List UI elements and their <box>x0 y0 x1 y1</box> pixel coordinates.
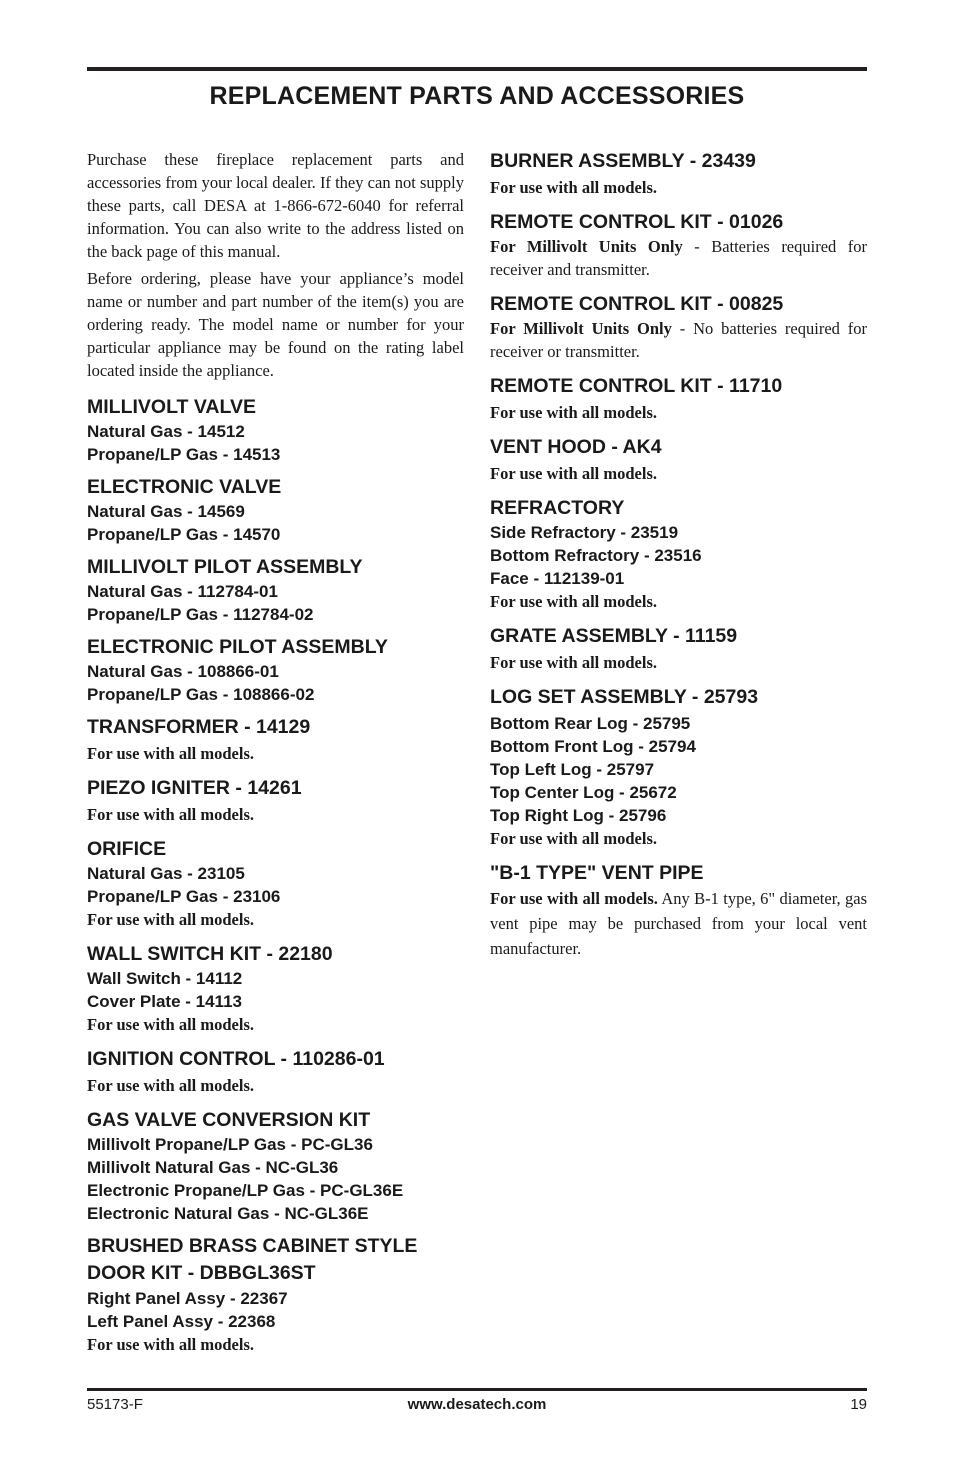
part-note: For use with all models. <box>490 653 657 672</box>
part-note: For use with all models. <box>87 1335 254 1354</box>
section-heading: ORIFICE <box>87 838 167 860</box>
section-heading: BRUSHED BRASS CABINET STYLE <box>87 1235 418 1257</box>
part-item: Propane/LP Gas - 108866-02 <box>87 685 315 704</box>
part-note <box>490 886 867 961</box>
part-item: Propane/LP Gas - 14513 <box>87 445 281 464</box>
part-note: For use with all models. <box>490 829 657 848</box>
part-item: Propane/LP Gas - 23106 <box>87 887 281 906</box>
note-text: - Batteries required for receiver and transmitter. <box>490 237 868 279</box>
part-section-grate-assembly <box>490 623 867 674</box>
part-item: Bottom Rear Log - 25795 <box>490 714 691 733</box>
section-heading: REMOTE CONTROL KIT - 01026 <box>490 211 784 233</box>
part-section-gas-valve-conversion <box>87 1107 464 1225</box>
note-text: Any B-1 type, 6" diameter, gas vent pipe may be purchased from your local vent manufacturer. <box>490 889 868 958</box>
part-section-transformer <box>87 714 464 765</box>
part-note: For use with all models. <box>87 1076 254 1095</box>
part-section-wall-switch <box>87 941 464 1036</box>
part-item: Millivolt Natural Gas - NC-GL36 <box>87 1158 339 1177</box>
part-item: Side Refractory - 23519 <box>490 523 679 542</box>
note-emphasis: For Millivolt Units Only <box>490 319 672 338</box>
document-number: 55173-F <box>87 1396 143 1413</box>
section-heading: "B-1 TYPE" VENT PIPE <box>490 862 704 884</box>
page-number: 19 <box>850 1396 867 1413</box>
part-note: For use with all models. <box>87 805 254 824</box>
part-section-piezo-igniter <box>87 775 464 826</box>
part-section-remote-01026 <box>490 209 867 281</box>
part-item: Electronic Natural Gas - NC-GL36E <box>87 1204 369 1223</box>
section-heading-continued: DOOR KIT - DBBGL36ST <box>87 1262 316 1284</box>
top-rule <box>87 67 867 71</box>
part-item: Natural Gas - 23105 <box>87 864 245 883</box>
section-heading: GAS VALVE CONVERSION KIT <box>87 1109 371 1131</box>
intro-paragraph-2: Before ordering, please have your appliance’s model name or number and part number of the item(s) you are ordering ready. The model name or number for your particular appliance may be found on the rating label located inside the appliance. <box>87 269 464 380</box>
left-column <box>87 148 464 1356</box>
part-section-electronic-pilot <box>87 634 464 706</box>
part-note <box>490 317 867 363</box>
section-heading: IGNITION CONTROL - 110286-01 <box>87 1048 385 1070</box>
part-section-orifice <box>87 836 464 931</box>
section-heading: REMOTE CONTROL KIT - 11710 <box>490 375 783 397</box>
part-item: Natural Gas - 108866-01 <box>87 662 279 681</box>
right-column <box>490 148 867 961</box>
part-section-remote-00825 <box>490 291 867 363</box>
part-section-millivolt-pilot <box>87 554 464 626</box>
part-section-burner-assembly <box>490 148 867 199</box>
part-note: For use with all models. <box>87 910 254 929</box>
bottom-rule <box>87 1388 867 1391</box>
section-heading: TRANSFORMER - 14129 <box>87 716 311 738</box>
part-item: Electronic Propane/LP Gas - PC-GL36E <box>87 1181 404 1200</box>
part-note: For use with all models. <box>87 1015 254 1034</box>
part-note: For use with all models. <box>87 744 254 763</box>
part-section-remote-11710 <box>490 373 867 424</box>
part-item: Top Right Log - 25796 <box>490 806 667 825</box>
note-emphasis: For use with all models. <box>490 889 658 908</box>
part-section-vent-hood <box>490 434 867 485</box>
note-text: - No batteries required for receiver or transmitter. <box>490 319 867 361</box>
part-item: Bottom Front Log - 25794 <box>490 737 696 756</box>
part-item: Natural Gas - 14512 <box>87 422 245 441</box>
section-heading: LOG SET ASSEMBLY - 25793 <box>490 686 759 708</box>
part-section-electronic-valve <box>87 474 464 546</box>
part-item: Top Left Log - 25797 <box>490 760 655 779</box>
part-section-door-kit <box>87 1233 464 1356</box>
part-section-vent-pipe <box>490 860 867 961</box>
part-note <box>490 235 867 281</box>
part-item: Bottom Refractory - 23516 <box>490 546 702 565</box>
part-section-log-set <box>490 684 867 850</box>
part-note: For use with all models. <box>490 178 657 197</box>
section-heading: PIEZO IGNITER - 14261 <box>87 777 302 799</box>
part-note: For use with all models. <box>490 464 657 483</box>
part-item: Wall Switch - 14112 <box>87 969 243 988</box>
section-heading: MILLIVOLT VALVE <box>87 396 256 418</box>
part-section-refractory <box>490 495 867 613</box>
section-heading: BURNER ASSEMBLY - 23439 <box>490 150 756 172</box>
note-emphasis: For Millivolt Units Only <box>490 237 683 256</box>
website-link[interactable]: www.desatech.com <box>407 1396 547 1413</box>
section-heading: REMOTE CONTROL KIT - 00825 <box>490 293 784 315</box>
part-item: Left Panel Assy - 22368 <box>87 1312 276 1331</box>
part-item: Millivolt Propane/LP Gas - PC-GL36 <box>87 1135 373 1154</box>
section-heading: ELECTRONIC PILOT ASSEMBLY <box>87 636 388 658</box>
part-item: Natural Gas - 14569 <box>87 502 245 521</box>
part-item: Face - 112139-01 <box>490 569 625 588</box>
part-item: Cover Plate - 14113 <box>87 992 242 1011</box>
section-heading: GRATE ASSEMBLY - 11159 <box>490 625 738 647</box>
part-item: Natural Gas - 112784-01 <box>87 582 278 601</box>
part-item: Propane/LP Gas - 14570 <box>87 525 281 544</box>
part-item: Right Panel Assy - 22367 <box>87 1289 288 1308</box>
section-heading: REFRACTORY <box>490 497 625 519</box>
page-title: REPLACEMENT PARTS AND ACCESSORIES <box>209 82 745 110</box>
part-section-ignition-control <box>87 1046 464 1097</box>
part-note: For use with all models. <box>490 592 657 611</box>
section-heading: MILLIVOLT PILOT ASSEMBLY <box>87 556 363 578</box>
intro-paragraph-1: Purchase these fireplace replacement parts and accessories from your local dealer. If they can not supply these parts, call DESA at 1-866-672-6040 for referral information. You can also write to the address listed on the back page of this manual. <box>87 150 464 261</box>
section-heading: VENT HOOD - AK4 <box>490 436 662 458</box>
part-section-millivolt-valve <box>87 394 464 466</box>
part-note: For use with all models. <box>490 403 657 422</box>
part-item: Propane/LP Gas - 112784-02 <box>87 605 314 624</box>
section-heading: ELECTRONIC VALVE <box>87 476 282 498</box>
section-heading: WALL SWITCH KIT - 22180 <box>87 943 333 965</box>
part-item: Top Center Log - 25672 <box>490 783 677 802</box>
